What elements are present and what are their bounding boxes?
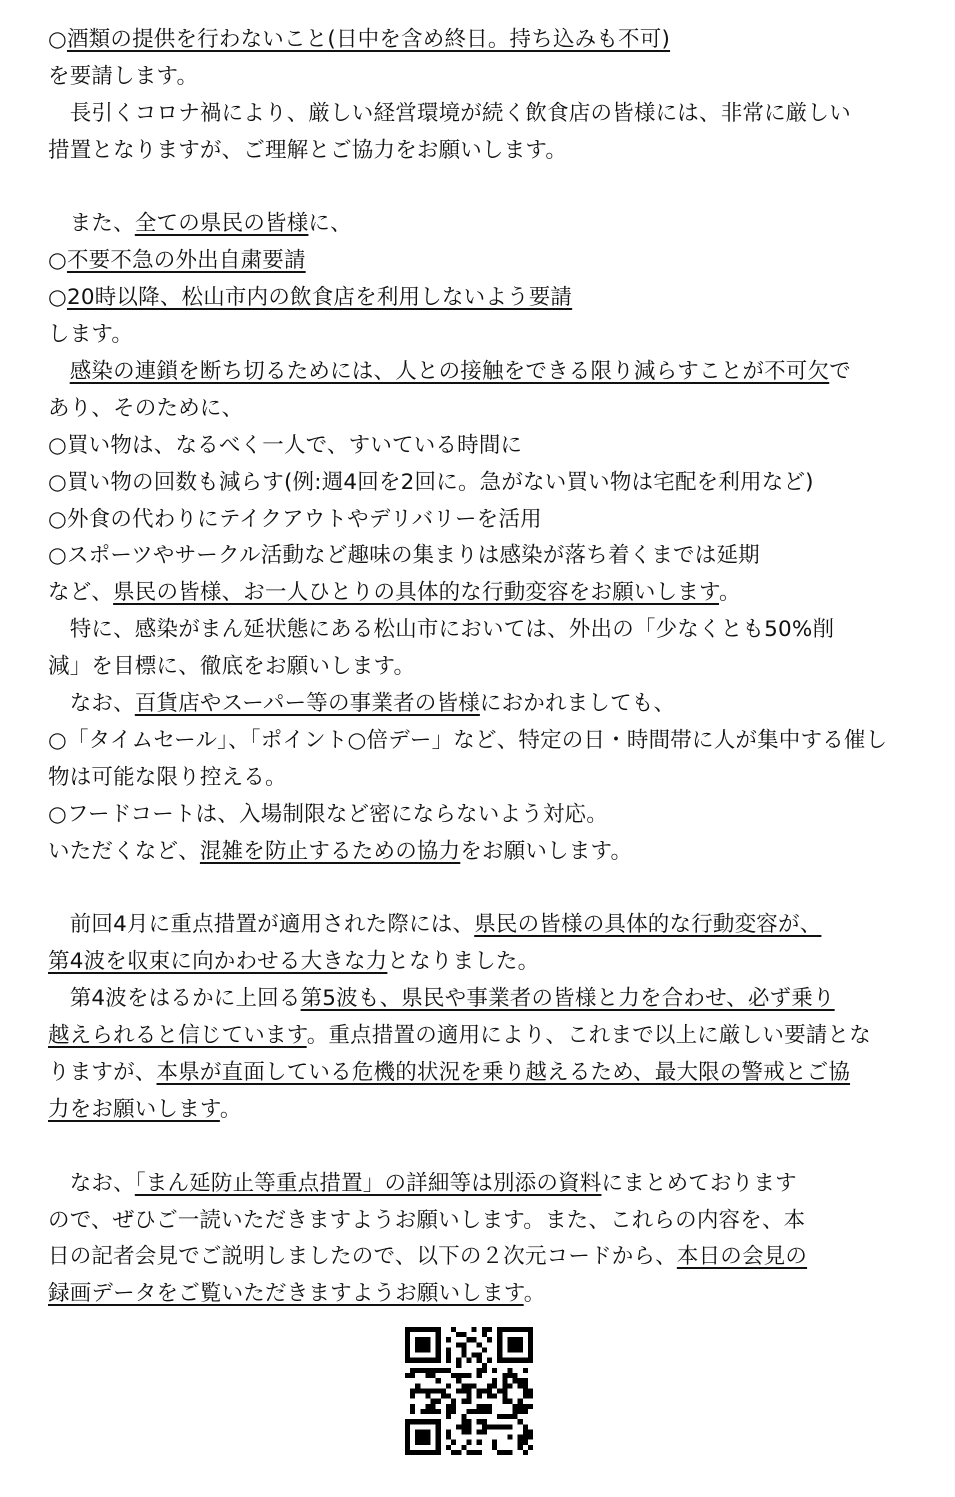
qr-module (492, 1445, 497, 1450)
qr-module (425, 1368, 430, 1373)
notice-document (48, 22, 918, 1313)
underlined-text: 第4波を収束に向かわせる大きな力 (48, 949, 388, 975)
qr-module (461, 1332, 466, 1337)
text-line (48, 243, 918, 280)
qr-module (410, 1373, 415, 1378)
qr-module (410, 1409, 415, 1414)
qr-module (528, 1388, 533, 1393)
qr-module (487, 1337, 492, 1342)
qr-module (487, 1327, 492, 1332)
qr-module (451, 1373, 456, 1378)
qr-module (425, 1394, 430, 1399)
qr-module (472, 1327, 477, 1332)
underlined-text: 感染の連鎖を断ち切るためには、人との接触をできる限り減らすことが不可欠 (69, 359, 830, 385)
qr-module (461, 1399, 466, 1404)
qr-module (451, 1399, 456, 1404)
text-run: いただくなど、 (48, 838, 200, 864)
qr-module (487, 1358, 492, 1363)
underlined-text: 百貨店やスーパー等の事業者の皆様 (134, 691, 480, 717)
qr-module (420, 1388, 425, 1393)
qr-module (477, 1419, 482, 1424)
qr-module (492, 1424, 497, 1429)
qr-module (502, 1399, 507, 1404)
qr-module (487, 1388, 492, 1393)
qr-module (502, 1383, 507, 1388)
text-run: 長引くコロナ禍により、厳しい経営環境が続く飲食店の皆様には、非常に厳しい (48, 100, 851, 126)
qr-module (518, 1399, 523, 1404)
qr-module (461, 1353, 466, 1358)
qr-module (507, 1383, 512, 1388)
text-run: をお願いします。 (460, 838, 633, 864)
text-line (48, 465, 918, 502)
text-line (48, 1276, 918, 1313)
qr-module (523, 1429, 528, 1434)
qr-module (487, 1409, 492, 1414)
text-line (48, 907, 918, 944)
qr-module (507, 1414, 512, 1419)
blank-line (48, 870, 918, 907)
underlined-text: 不要不急の外出自粛要請 (66, 248, 306, 274)
qr-module (472, 1337, 477, 1342)
qr-module (461, 1347, 466, 1352)
qr-module (518, 1404, 523, 1409)
text-run: 。 (719, 580, 741, 606)
qr-module (472, 1383, 477, 1388)
qr-module (461, 1445, 466, 1450)
qr-module (492, 1394, 497, 1399)
qr-module (487, 1424, 492, 1429)
text-run: ○ (48, 27, 67, 52)
qr-module (446, 1394, 451, 1399)
qr-module (436, 1368, 441, 1373)
qr-module (528, 1435, 533, 1440)
qr-module (507, 1399, 512, 1404)
text-line (48, 1203, 918, 1240)
qr-module (523, 1409, 528, 1414)
qr-module (446, 1414, 451, 1419)
text-run: 前回4月に重点措置が適用された際には、 (48, 912, 475, 938)
qr-module (472, 1353, 477, 1358)
text-line (48, 317, 918, 354)
qr-module (477, 1429, 482, 1434)
blank-line (48, 1129, 918, 1166)
qr-module (507, 1450, 512, 1455)
text-run: ○外食の代わりにテイクアウトやデリバリーを活用 (48, 506, 542, 532)
qr-module (528, 1429, 533, 1434)
underlined-text: 全ての県民の皆様 (134, 211, 309, 237)
underlined-text: 本日の会見の (676, 1244, 808, 1270)
qr-module (456, 1450, 461, 1455)
qr-module (446, 1347, 451, 1352)
qr-module (502, 1450, 507, 1455)
qr-module (456, 1424, 461, 1429)
qr-module (523, 1450, 528, 1455)
qr-module (507, 1424, 512, 1429)
qr-module (410, 1388, 415, 1393)
qr-module (446, 1404, 451, 1409)
qr-module (492, 1378, 497, 1383)
text-run: あり、そのために、 (48, 395, 244, 421)
qr-module (513, 1409, 518, 1414)
underlined-text: 県民の皆様、お一人ひとりの具体的な行動変容をお願いします (113, 580, 719, 606)
qr-module (436, 1399, 441, 1404)
underlined-text: 越えられると信じています (48, 1023, 307, 1049)
text-line (48, 1239, 918, 1276)
qr-module (431, 1388, 436, 1393)
qr-module (441, 1394, 446, 1399)
text-run: ので、ぜひご一読いただきますようお願いします。また、これらの内容を、本 (48, 1207, 806, 1233)
underlined-text: 県民の皆様の具体的な行動変容が、 (474, 912, 822, 938)
text-line (48, 1018, 918, 1055)
text-run: ○フードコートは、入場制限など密にならないよう対応。 (48, 801, 608, 827)
qr-module (431, 1399, 436, 1404)
qr-module (466, 1394, 471, 1399)
qr-module (528, 1445, 533, 1450)
qr-module (436, 1388, 441, 1393)
qr-module (507, 1435, 512, 1440)
qr-module (502, 1388, 507, 1393)
text-run: 特に、感染がまん延状態にある松山市においては、外出の「少なくとも50%削 (48, 617, 835, 643)
qr-finder-bottom-left (405, 1419, 441, 1455)
qr-module (497, 1414, 502, 1419)
text-run: 。 (219, 1096, 242, 1122)
qr-module (441, 1368, 446, 1373)
text-run: ○スポーツやサークル活動など趣味の集まりは感染が落ち着くまでは延期 (48, 543, 760, 569)
text-line (48, 391, 918, 428)
text-run: 日の記者会見でご説明しましたので、以下の２次元コードから、 (48, 1244, 677, 1270)
qr-module (415, 1368, 420, 1373)
qr-module (446, 1358, 451, 1363)
qr-module (466, 1440, 471, 1445)
qr-module (523, 1388, 528, 1393)
qr-module (446, 1383, 451, 1388)
qr-module (461, 1414, 466, 1419)
text-line (48, 22, 918, 59)
text-run: におかれましても、 (479, 691, 676, 717)
text-line (48, 797, 918, 834)
text-line (48, 206, 918, 243)
qr-module (487, 1383, 492, 1388)
qr-module (466, 1383, 471, 1388)
qr-module (477, 1388, 482, 1393)
qr-module (502, 1394, 507, 1399)
qr-module (431, 1373, 436, 1378)
qr-module (492, 1440, 497, 1445)
qr-module (441, 1388, 446, 1393)
qr-module (513, 1373, 518, 1378)
text-run: にまとめております (601, 1170, 797, 1196)
qr-module (477, 1440, 482, 1445)
qr-module (446, 1337, 451, 1342)
text-run: 物は可能な限り控える。 (48, 764, 287, 790)
qr-module (456, 1378, 461, 1383)
qr-module (431, 1368, 436, 1373)
qr-module (513, 1414, 518, 1419)
text-line (48, 354, 918, 391)
qr-module (518, 1409, 523, 1414)
qr-module (451, 1327, 456, 1332)
qr-module (487, 1394, 492, 1399)
qr-module (482, 1419, 487, 1424)
qr-module (497, 1424, 502, 1429)
text-line (48, 59, 918, 96)
text-run: ○ (48, 285, 67, 311)
qr-module (477, 1358, 482, 1363)
qr-module (523, 1435, 528, 1440)
qr-module (461, 1342, 466, 1347)
qr-module (482, 1409, 487, 1414)
qr-module (482, 1424, 487, 1429)
qr-module (431, 1409, 436, 1414)
qr-module (523, 1383, 528, 1388)
text-line (48, 1055, 918, 1092)
text-run: 。 (523, 1281, 546, 1307)
text-line (48, 944, 918, 981)
qr-module (456, 1342, 461, 1347)
qr-module (502, 1414, 507, 1419)
text-line (48, 133, 918, 170)
qr-module (446, 1429, 451, 1434)
qr-module (446, 1445, 451, 1450)
text-run: 。重点措置の適用により、これまで以上に厳しい要請とな (306, 1023, 871, 1049)
qr-module (472, 1409, 477, 1414)
text-run: など、 (48, 580, 114, 606)
qr-module (425, 1388, 430, 1393)
text-line (48, 538, 918, 575)
qr-module (425, 1409, 430, 1414)
text-line (48, 649, 918, 686)
qr-module (451, 1450, 456, 1455)
underlined-text: 酒類の提供を行わないこと(日中を含め終日。持ち込みも不可) (66, 27, 671, 52)
text-line (48, 502, 918, 539)
qr-module (466, 1419, 471, 1424)
text-run: ○買い物の回数も減らす(例:週4回を2回に。急がない買い物は宅配を利用など) (48, 469, 814, 495)
qr-finder-top-left (405, 1327, 441, 1363)
qr-module (446, 1353, 451, 1358)
qr-module (487, 1404, 492, 1409)
qr-module (456, 1388, 461, 1393)
qr-module (518, 1435, 523, 1440)
qr-module (523, 1404, 528, 1409)
qr-module (518, 1440, 523, 1445)
qr-module (477, 1368, 482, 1373)
qr-module (410, 1368, 415, 1373)
qr-module (466, 1429, 471, 1434)
qr-module (477, 1342, 482, 1347)
text-run: 第4波をはるかに上回る (48, 986, 301, 1012)
qr-module (507, 1373, 512, 1378)
qr-module (497, 1450, 502, 1455)
qr-module (507, 1368, 512, 1373)
qr-code[interactable] (405, 1327, 533, 1455)
qr-module (446, 1368, 451, 1373)
qr-module (466, 1358, 471, 1363)
qr-module (456, 1332, 461, 1337)
qr-module (502, 1424, 507, 1429)
qr-module (528, 1394, 533, 1399)
qr-module (436, 1409, 441, 1414)
qr-module (492, 1383, 497, 1388)
text-line (48, 96, 918, 133)
text-run: に、 (308, 211, 352, 237)
underlined-text: 本県が直面している危機的状況を乗り越えるため、最大限の警戒とご協 (156, 1059, 851, 1085)
qr-module (502, 1378, 507, 1383)
underlined-text: 第5波も、県民や事業者の皆様と力を合わせ、必ず乗り (300, 986, 835, 1012)
underlined-text: 力をお願いします (48, 1096, 220, 1122)
qr-module (518, 1378, 523, 1383)
qr-module (446, 1435, 451, 1440)
qr-module (461, 1388, 466, 1393)
qr-module (477, 1409, 482, 1414)
qr-module (456, 1358, 461, 1363)
qr-module (497, 1388, 502, 1393)
qr-module (518, 1419, 523, 1424)
qr-module (523, 1440, 528, 1445)
qr-module (482, 1363, 487, 1368)
qr-module (461, 1419, 466, 1424)
qr-module (523, 1394, 528, 1399)
text-line (48, 834, 918, 871)
qr-module (482, 1368, 487, 1373)
qr-module (466, 1337, 471, 1342)
qr-module (477, 1450, 482, 1455)
qr-module (461, 1373, 466, 1378)
qr-module (492, 1368, 497, 1373)
qr-module (466, 1388, 471, 1393)
text-run (48, 359, 70, 384)
text-line (48, 428, 918, 465)
qr-module (518, 1445, 523, 1450)
qr-module (482, 1327, 487, 1332)
qr-module (482, 1388, 487, 1393)
text-line (48, 686, 918, 723)
text-run: また、 (48, 211, 135, 237)
text-run: を要請します。 (48, 63, 199, 89)
qr-module (477, 1394, 482, 1399)
qr-module (477, 1404, 482, 1409)
text-run: ○ (48, 248, 67, 274)
underlined-text: 「まん延防止等重点措置」の詳細等は別添の資料 (134, 1170, 602, 1196)
qr-module (461, 1424, 466, 1429)
underlined-text: 混雑を防止するための協力 (199, 838, 461, 864)
qr-module (466, 1424, 471, 1429)
qr-module (415, 1383, 420, 1388)
qr-module (482, 1429, 487, 1434)
text-run: りますが、 (48, 1059, 157, 1085)
qr-module (456, 1363, 461, 1368)
qr-module (472, 1450, 477, 1455)
qr-module (523, 1424, 528, 1429)
qr-module (482, 1332, 487, 1337)
text-run: します。 (48, 322, 134, 348)
qr-module (425, 1404, 430, 1409)
qr-module (466, 1409, 471, 1414)
text-run: なお、 (48, 691, 135, 717)
qr-module (436, 1378, 441, 1383)
qr-module (466, 1399, 471, 1404)
text-line (48, 612, 918, 649)
text-run: となりました。 (387, 949, 540, 975)
qr-module (420, 1368, 425, 1373)
qr-module (523, 1378, 528, 1383)
qr-module (502, 1373, 507, 1378)
qr-module (518, 1383, 523, 1388)
text-line (48, 1092, 918, 1129)
text-line (48, 1166, 918, 1203)
qr-module (482, 1404, 487, 1409)
text-line (48, 575, 918, 612)
qr-module (461, 1429, 466, 1434)
qr-module (466, 1373, 471, 1378)
qr-module (466, 1450, 471, 1455)
qr-module (451, 1440, 456, 1445)
qr-module (451, 1404, 456, 1409)
qr-module (410, 1404, 415, 1409)
text-run: ○買い物は、なるべく一人で、すいている時間に (48, 432, 523, 458)
text-run: 措置となりますが、ご理解とご協力をお願いします。 (48, 137, 568, 163)
qr-module (456, 1373, 461, 1378)
qr-module (405, 1373, 410, 1378)
text-line (48, 723, 918, 760)
qr-module (410, 1394, 415, 1399)
qr-module (523, 1368, 528, 1373)
qr-module (425, 1373, 430, 1378)
text-run: 減」を目標に、徹底をお願いします。 (48, 654, 416, 680)
qr-module (461, 1383, 466, 1388)
qr-module (513, 1378, 518, 1383)
qr-module (513, 1404, 518, 1409)
qr-module (431, 1404, 436, 1409)
qr-finder-top-right (497, 1327, 533, 1363)
text-run: なお、 (48, 1170, 135, 1196)
underlined-text: 20時以降、松山市内の飲食店を利用しないよう要請 (66, 285, 573, 311)
text-line (48, 760, 918, 797)
qr-module (415, 1388, 420, 1393)
text-line (48, 981, 918, 1018)
qr-module (477, 1373, 482, 1378)
qr-module (477, 1353, 482, 1358)
text-line (48, 280, 918, 317)
qr-module (528, 1404, 533, 1409)
qr-module (420, 1409, 425, 1414)
qr-module (446, 1409, 451, 1414)
blank-line (48, 170, 918, 207)
qr-module (451, 1409, 456, 1414)
qr-module (482, 1347, 487, 1352)
underlined-text: 録画データをご覧いただきますようお願いします (48, 1281, 524, 1307)
text-run: で (829, 359, 851, 385)
text-run: ○「タイムセール」、「ポイント○倍デー」など、特定の日・時間帯に人が集中する催し (48, 727, 888, 753)
